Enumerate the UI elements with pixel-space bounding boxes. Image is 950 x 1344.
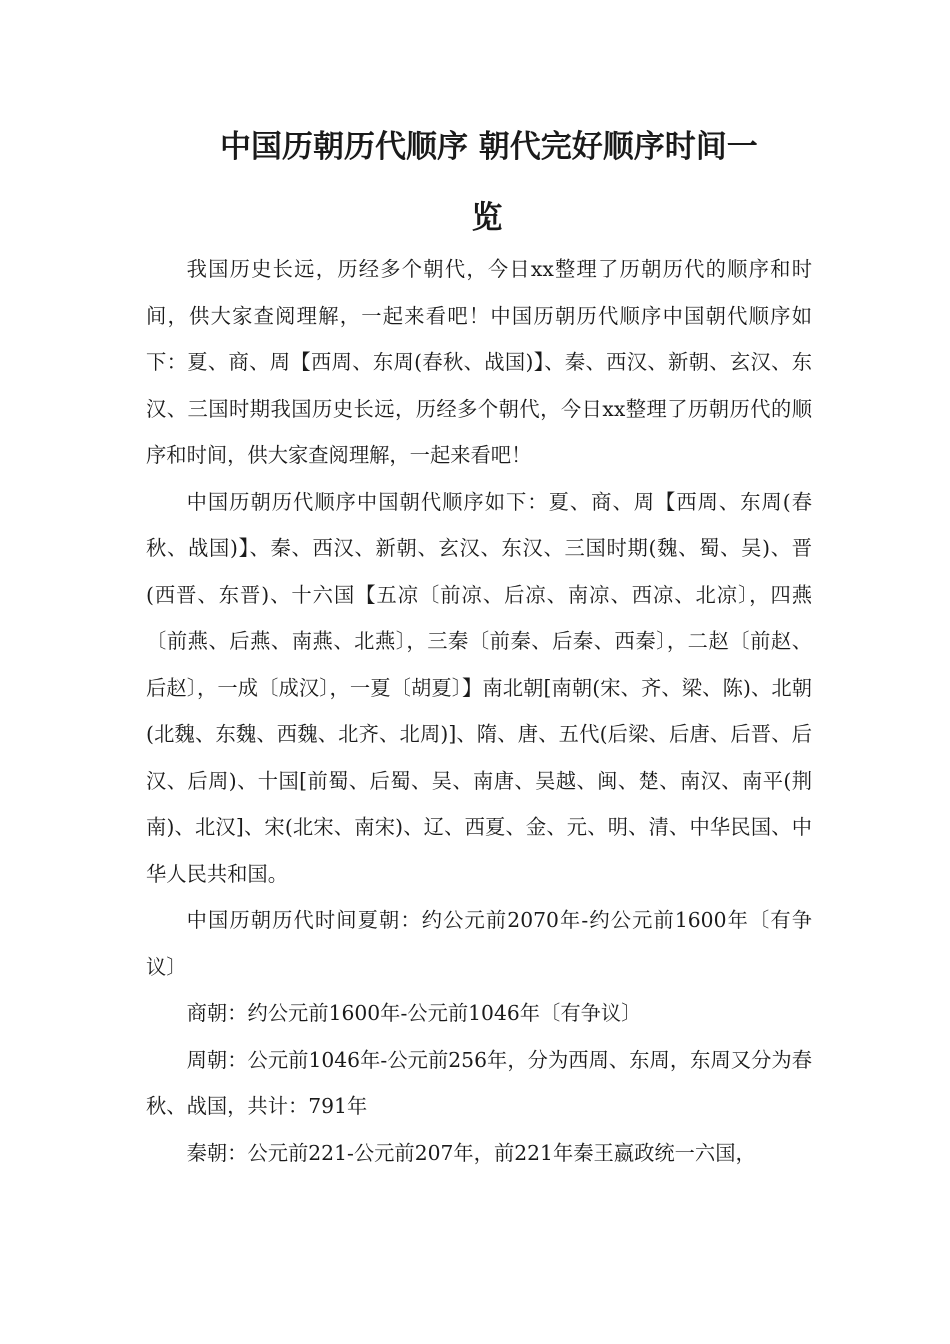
xia-dynasty-paragraph: 中国历朝历代时间夏朝：约公元前2070年-约公元前1600年〔有争议〕 (146, 908, 812, 979)
document-title-line-2: 览 (471, 200, 503, 236)
qin-dynasty-paragraph: 秦朝：公元前221-公元前207年，前221年秦王嬴政统一六国， (186, 1140, 756, 1165)
shang-dynasty-paragraph: 商朝：约公元前1600年-公元前1046年〔有争议〕 (186, 1001, 642, 1025)
dynasty-order-paragraph: 中国历朝历代顺序中国朝代顺序如下：夏、商、周【西周、东周(春秋、战国)】、秦、西汉、新朝、玄汉、东汉、三国时期(魏、蜀、吴)、晋(西晋、东晋)、十六国【五凉〔前凉、后凉、南凉、西凉、北凉〕，四燕〔前燕、后燕、南燕、北燕〕，三秦〔前秦、后秦、西秦〕，二赵〔前赵、后赵〕，一成〔成汉〕，一夏〔胡夏〕】南北朝[南朝(宋、齐、梁、陈)、北朝(北魏、东魏、西魏、北齐、北周)]、隋、唐、五代(后梁、后唐、后晋、后汉、后周)、十国[前蜀、后蜀、吴、南唐、吴越、闽、楚、南汉、南平(荆南)、北汉]、宋(北宋、南宋)、辽、西夏、金、元、明、清、中华民国、中华人民共和国。 (146, 489, 812, 886)
zhou-dynasty-paragraph: 周朝：公元前1046年-公元前256年，分为西周、东周，东周又分为春秋、战国，共计：791年 (146, 1047, 812, 1118)
document-title-line-1: 中国历朝历代顺序 朝代完好顺序时间一 (220, 129, 758, 165)
document-body (146, 246, 812, 1176)
document-title (140, 112, 820, 254)
intro-paragraph: 我国历史长远，历经多个朝代，今日xx整理了历朝历代的顺序和时间，供大家查阅理解，一起来看吧！中国历朝历代顺序中国朝代顺序如下：夏、商、周【西周、东周(春秋、战国)】、秦、西汉、新朝、玄汉、东汉、三国时期我国历史长远，历经多个朝代，今日xx整理了历朝历代的顺序和时间，供大家查阅理解，一起来看吧！ (146, 257, 812, 467)
